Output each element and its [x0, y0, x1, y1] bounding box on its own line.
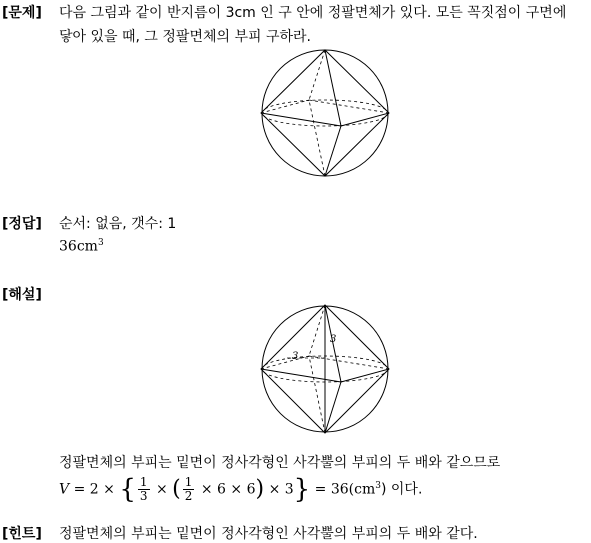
formula-times-1: ×: [103, 481, 115, 498]
hint-label: [힌트]: [2, 526, 42, 542]
answer-label: [정답]: [2, 216, 42, 232]
explanation-figure: [259, 302, 391, 436]
formula-six-1: 6: [217, 481, 226, 498]
formula-result-tail: ) 이다.: [380, 481, 423, 498]
hint-text: 정팔면체의 부피는 밑면이 정사각형인 사각뿔의 부피의 두 배와 같다.: [59, 526, 478, 542]
fraction-1-numerator: 1: [139, 475, 148, 489]
formula-eq: =: [73, 481, 86, 498]
answer-meta: 순서: 없음, 갯수: 1: [59, 216, 177, 232]
problem-label: [문제]: [2, 5, 42, 21]
formula-lhs: V: [59, 481, 70, 498]
answer-value-exponent: 3: [97, 238, 104, 248]
formula-times-4: ×: [230, 481, 243, 498]
octahedron-in-sphere-figure: [259, 48, 391, 178]
formula-fraction-1: [138, 476, 150, 503]
explanation-formula: [59, 476, 422, 503]
formula-times-2: ×: [155, 481, 168, 498]
formula-two: 2: [89, 481, 99, 498]
formula-times-3: ×: [200, 481, 213, 498]
fraction-1-denominator: 3: [139, 489, 148, 503]
formula-fraction-2: [183, 476, 195, 503]
fraction-2-denominator: 2: [184, 489, 193, 503]
formula-brace-close: }: [293, 474, 311, 505]
fig-label-radius-vertical: 3: [330, 334, 337, 345]
formula-three: 3: [284, 481, 294, 498]
formula-paren-open: (: [172, 476, 181, 502]
formula-six-2: 6: [246, 481, 256, 498]
answer-value-number: 36cm: [59, 238, 98, 255]
explanation-label: [해설]: [2, 287, 42, 303]
fraction-2-numerator: 1: [184, 475, 193, 489]
formula-brace-open: {: [119, 474, 136, 505]
problem-line-2: 닿아 있을 때, 그 정팔면체의 부피 구하라.: [59, 29, 311, 45]
formula-times-5: ×: [268, 481, 281, 498]
problem-line-1: 다음 그림과 같이 반지름이 3cm 인 구 안에 정팔면체가 있다. 모든 꼭짓점이 구면에: [59, 5, 567, 21]
explanation-line-1: 정팔면체의 부피는 밑면이 정사각형인 사각뿔의 부피의 두 배와 같으므로: [59, 455, 501, 471]
answer-value: [59, 238, 104, 255]
formula-result-exponent: 3: [375, 480, 381, 491]
formula-result: = 36(cm: [314, 481, 376, 498]
fig-label-radius-horizontal: 3: [292, 351, 299, 362]
formula-paren-close: ): [255, 476, 265, 502]
